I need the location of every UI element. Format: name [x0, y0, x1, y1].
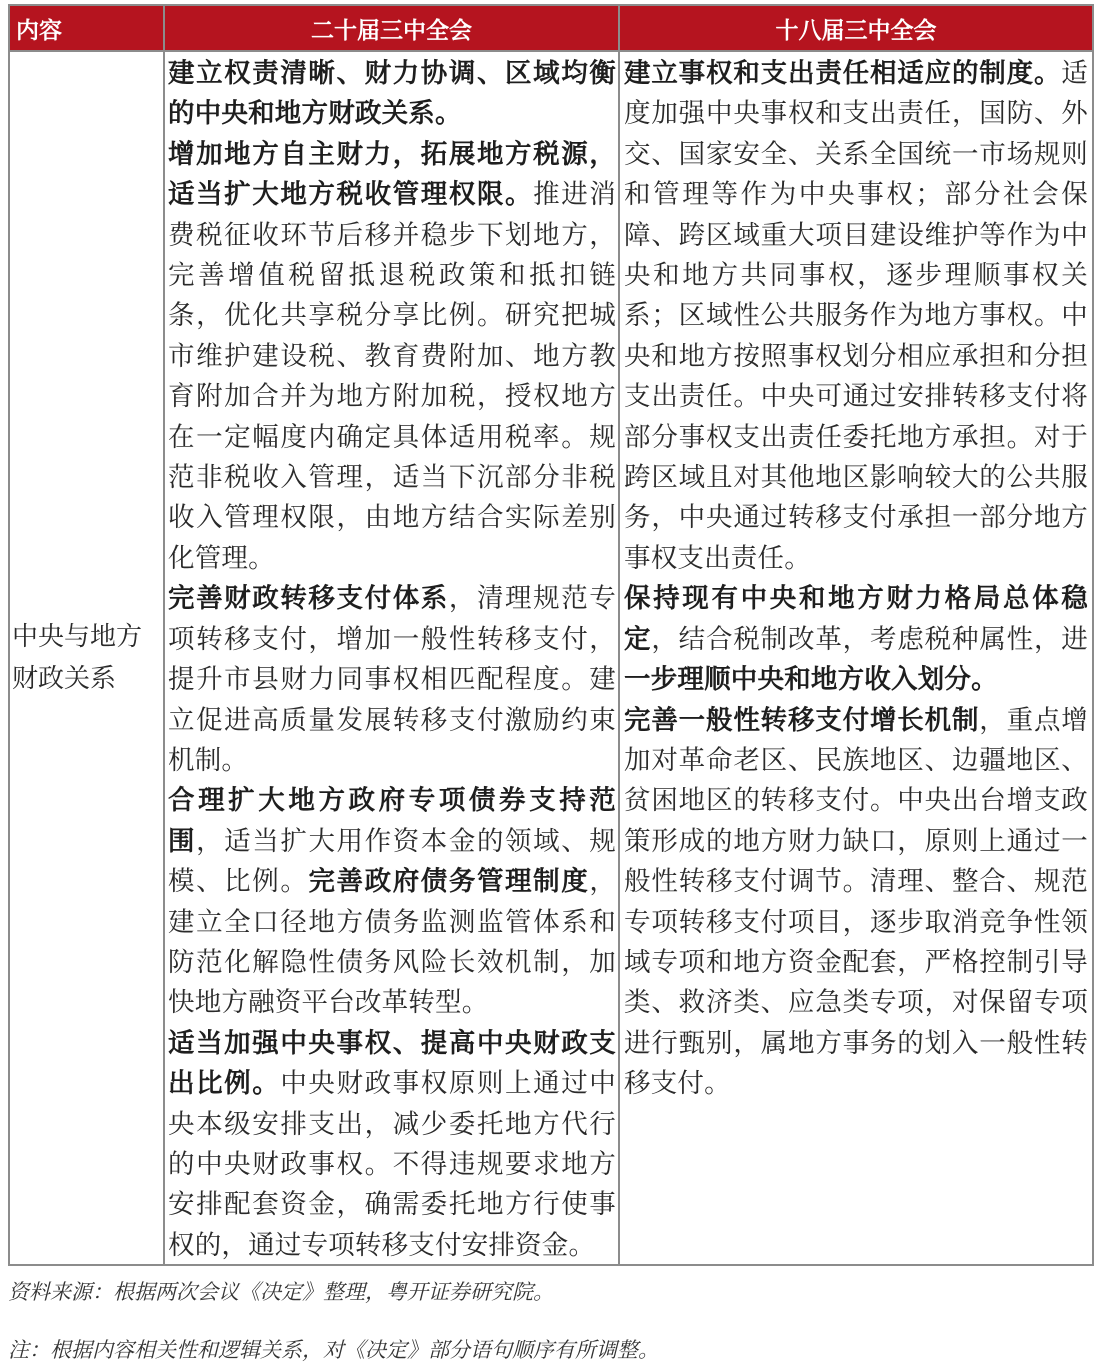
paragraph	[624, 54, 1088, 579]
bold-lead: 保持现有中央和地方财力格局总体稳定	[624, 583, 1088, 655]
bold-lead: 增加地方自主财力，拓展地方税源，适当扩大地方税收管理权限。	[168, 138, 616, 211]
bold-lead: 完善政府债务管理制度	[308, 866, 590, 898]
body-text: 适度加强中央事权和支出责任，国防、外交、国家安全、关系全国统一市场规则和管理等作为中央事权；部分社会保障、跨区域重大项目建设维护等作为中央和地方共同事权，逐步理顺事权关系；区域性公共服务作为地方事权。中央和地方按照事权划分相应承担和分担支出责任。中央可通过安排转移支付将部分事权支出责任委托地方承担。对于跨区域且对其他地区影响较大的公共服务，中央通过转移支付承担一部分地方事权支出责任。	[624, 58, 1088, 574]
paragraph	[624, 579, 1088, 700]
bold-lead: 完善财政转移支付体系	[168, 583, 449, 615]
header-content: 内容	[10, 6, 163, 50]
paragraph	[168, 135, 616, 579]
body-text: ，重点增加对革命老区、民族地区、边疆地区、贫困地区的转移支付。中央出台增支政策形成的地方财力缺口，原则上通过一般性转移支付调节。清理、整合、规范专项转移支付项目，逐步取消竞争性领域专项和地方资金配套，严格控制引导类、救济类、应急类专项，对保留专项进行甄别，属地方事务的划入一般性转移支付。	[624, 704, 1088, 1100]
cell-18th-plenum	[620, 52, 1092, 1264]
paragraph	[168, 781, 616, 1023]
source-note: 资料来源：根据两次会议《决定》整理，粤开证券研究院。	[8, 1280, 554, 1304]
bold-lead: 完善一般性转移支付增长机制	[624, 704, 980, 736]
bold-lead: 一步理顺中央和地方收入划分。	[624, 664, 998, 696]
row-label-text: 中央与地方财政关系	[12, 622, 143, 694]
footnote: 注：根据内容相关性和逻辑关系，对《决定》部分语句顺序有所调整。	[8, 1338, 659, 1362]
body-text: ，结合税制改革，考虑税种属性，进	[651, 623, 1089, 655]
paragraph	[624, 701, 1088, 1105]
bold-lead: 适当加强中央事权、提高中央财政支出比例。	[168, 1027, 616, 1100]
cell-20th-plenum	[165, 52, 618, 1264]
bold-lead: 建立权责清晰、财力协调、区域均衡的中央和地方财政关系。	[168, 58, 616, 130]
paragraph	[168, 579, 616, 781]
body-text: ，建立全口径地方债务监测监管体系和防范化解隐性债务风险长效机制，加快地方融资平台改革转型。	[168, 866, 617, 1019]
row-label	[10, 52, 163, 1264]
bold-lead: 建立事权和支出责任相适应的制度。	[624, 58, 1062, 89]
header-18th-plenum: 十八届三中全会	[620, 6, 1092, 50]
body-text: ，适当扩大用作资本金的领域、规模、比例。	[168, 825, 617, 898]
paragraph	[168, 1024, 616, 1266]
bold-lead: 合理扩大地方政府专项债券支持范围	[168, 785, 616, 857]
body-text: 中央财政事权原则上通过中央本级安排支出，减少委托地方代行的中央财政事权。不得违规要求地方安排配套资金，确需委托地方行使事权的，通过专项转移支付安排资金。	[168, 1068, 616, 1261]
comparison-table	[8, 4, 1094, 1266]
header-20th-plenum: 二十届三中全会	[165, 6, 618, 50]
body-text: ，清理规范专项转移支付，增加一般性转移支付，提升市县财力同事权相匹配程度。建立促进高质量发展转移支付激励约束机制。	[168, 583, 617, 776]
paragraph	[168, 54, 616, 135]
body-text: 推进消费税征收环节后移并稳步下划地方，完善增值税留抵退税政策和抵扣链条，优化共享税分享比例。研究把城市维护建设税、教育费附加、地方教育附加合并为地方附加税，授权地方在一定幅度内确定具体适用税率。规范非税收入管理，适当下沉部分非税收入管理权限，由地方结合实际差别化管理。	[168, 179, 616, 574]
